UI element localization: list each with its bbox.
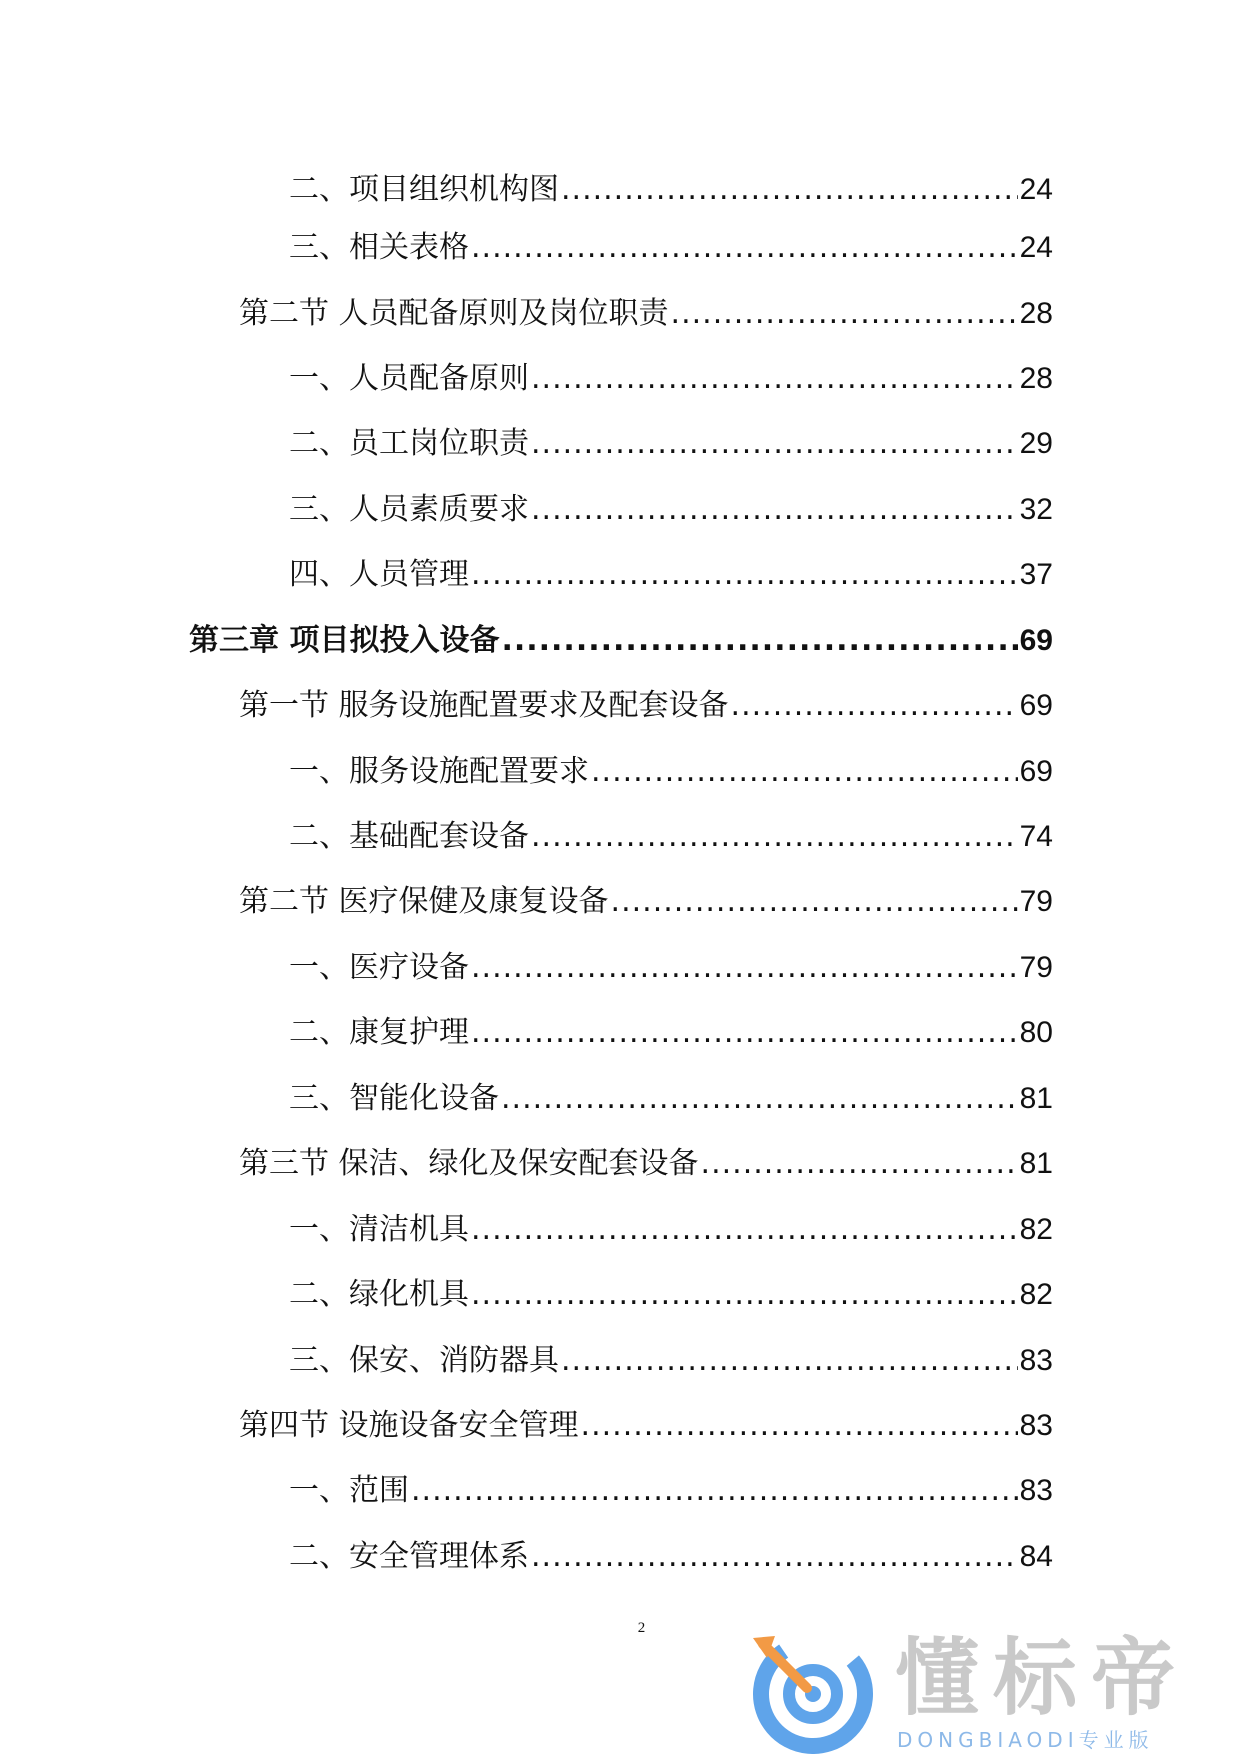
- toc-entry[interactable]: [289, 1270, 1053, 1320]
- toc-entry[interactable]: [289, 1074, 1053, 1124]
- toc-entry-page: 82: [1019, 1278, 1053, 1311]
- toc-entry-page: 32: [1019, 493, 1053, 526]
- toc-entry-title: 第四节 设施设备安全管理: [239, 1408, 579, 1443]
- toc-entry-page: 24: [1019, 231, 1053, 264]
- toc-entry-page: 84: [1019, 1540, 1053, 1573]
- toc-entry[interactable]: [289, 943, 1053, 993]
- toc-entry-title: 三、智能化设备: [289, 1081, 499, 1116]
- toc-entry[interactable]: [289, 1205, 1053, 1255]
- toc-leader-dots: [561, 165, 1018, 215]
- toc-entry-title: 一、清洁机具: [289, 1212, 469, 1247]
- toc-entry-title: 一、医疗设备: [289, 950, 469, 985]
- toc-entry-title: 二、安全管理体系: [289, 1539, 529, 1574]
- toc-entry-title: 第二节 人员配备原则及岗位职责: [239, 296, 669, 331]
- toc-entry[interactable]: [239, 1139, 1053, 1189]
- toc-entry-page: 69: [1019, 689, 1053, 722]
- toc-entry-page: 81: [1019, 1147, 1053, 1180]
- toc-entry[interactable]: [289, 354, 1053, 404]
- toc-leader-dots: [561, 1336, 1018, 1386]
- toc-leader-dots: [471, 943, 1018, 993]
- toc-entry-page: 28: [1019, 362, 1053, 395]
- target-logo-icon: [745, 1628, 875, 1754]
- toc-leader-dots: [581, 1401, 1018, 1451]
- toc-entry-page: 79: [1019, 951, 1053, 984]
- toc-leader-dots: [471, 1008, 1018, 1058]
- toc-leader-dots: [611, 877, 1018, 927]
- toc-entry-page: 83: [1019, 1344, 1053, 1377]
- watermark: [745, 1628, 1241, 1754]
- toc-entry-title: 二、绿化机具: [289, 1277, 469, 1312]
- toc-leader-dots: [701, 1139, 1018, 1189]
- toc-entry[interactable]: [239, 877, 1053, 927]
- toc-leader-dots: [531, 354, 1018, 404]
- toc-entry[interactable]: [289, 1336, 1053, 1386]
- toc-entry[interactable]: [289, 165, 1053, 215]
- toc-leader-dots: [731, 681, 1018, 731]
- toc-entry-page: 83: [1019, 1474, 1053, 1507]
- toc-entry-page: 82: [1019, 1213, 1053, 1246]
- toc-leader-dots: [471, 1270, 1018, 1320]
- toc-entry-title: 第三节 保洁、绿化及保安配套设备: [239, 1146, 699, 1181]
- toc-entry[interactable]: [289, 1008, 1053, 1058]
- toc-leader-dots: [501, 1074, 1018, 1124]
- toc-entry-page: 81: [1019, 1082, 1053, 1115]
- toc-entry[interactable]: [289, 419, 1053, 469]
- toc-leader-dots: [411, 1466, 1018, 1516]
- toc-entry[interactable]: [289, 223, 1053, 273]
- toc-entry-title: 二、员工岗位职责: [289, 426, 529, 461]
- toc-entry-chapter[interactable]: [189, 616, 1053, 666]
- toc-leader-dots: [471, 550, 1018, 600]
- toc-leader-dots: [531, 485, 1018, 535]
- toc-leader-dots: [501, 616, 1017, 666]
- toc-entry-title: 第一节 服务设施配置要求及配套设备: [239, 688, 729, 723]
- toc-entry-page: 24: [1019, 173, 1053, 206]
- toc-entry-title: 第三章 项目拟投入设备: [189, 623, 500, 658]
- toc-entry-title: 三、保安、消防器具: [289, 1343, 559, 1378]
- toc-entry-title: 二、基础配套设备: [289, 819, 529, 854]
- toc-entry-title: 一、服务设施配置要求: [289, 754, 589, 789]
- toc-entry-title: 二、项目组织机构图: [289, 172, 559, 207]
- toc-leader-dots: [531, 812, 1018, 862]
- toc-entry[interactable]: [239, 681, 1053, 731]
- toc-leader-dots: [471, 1205, 1018, 1255]
- toc-entry-page: 74: [1019, 820, 1053, 853]
- watermark-brand-name: 懂标帝: [895, 1629, 1190, 1727]
- toc-entry-page: 28: [1019, 297, 1053, 330]
- toc-entry-title: 二、康复护理: [289, 1015, 469, 1050]
- toc-entry-page: 79: [1019, 885, 1053, 918]
- toc-entry[interactable]: [239, 1401, 1053, 1451]
- toc-entry-page: 69: [1019, 755, 1053, 788]
- toc-entry[interactable]: [289, 1466, 1053, 1516]
- toc-entry-title: 一、人员配备原则: [289, 361, 529, 396]
- toc-leader-dots: [471, 223, 1018, 273]
- toc-entry-page: 80: [1019, 1016, 1053, 1049]
- toc-entry-title: 三、人员素质要求: [289, 492, 529, 527]
- toc-entry-title: 三、相关表格: [289, 230, 469, 265]
- toc-leader-dots: [531, 419, 1018, 469]
- toc-entry[interactable]: [289, 747, 1053, 797]
- toc-entry[interactable]: [289, 812, 1053, 862]
- toc-entry[interactable]: [289, 550, 1053, 600]
- toc-entry-title: 第二节 医疗保健及康复设备: [239, 884, 609, 919]
- toc-leader-dots: [531, 1532, 1018, 1582]
- toc-entry[interactable]: [289, 485, 1053, 535]
- toc-entry-page: 37: [1019, 558, 1053, 591]
- toc-entry-page: 29: [1019, 427, 1053, 460]
- page-number: 2: [637, 1620, 646, 1636]
- toc-leader-dots: [671, 289, 1018, 339]
- toc-leader-dots: [591, 747, 1018, 797]
- toc-entry-page: 83: [1019, 1409, 1053, 1442]
- watermark-subtitle: DONGBIAODI专业版: [897, 1728, 1154, 1752]
- toc-entry-page: 69: [1019, 624, 1053, 657]
- toc-entry-title: 一、范围: [289, 1473, 409, 1508]
- toc-entry-title: 四、人员管理: [289, 557, 469, 592]
- toc-entry[interactable]: [289, 1532, 1053, 1582]
- toc-entry[interactable]: [239, 289, 1053, 339]
